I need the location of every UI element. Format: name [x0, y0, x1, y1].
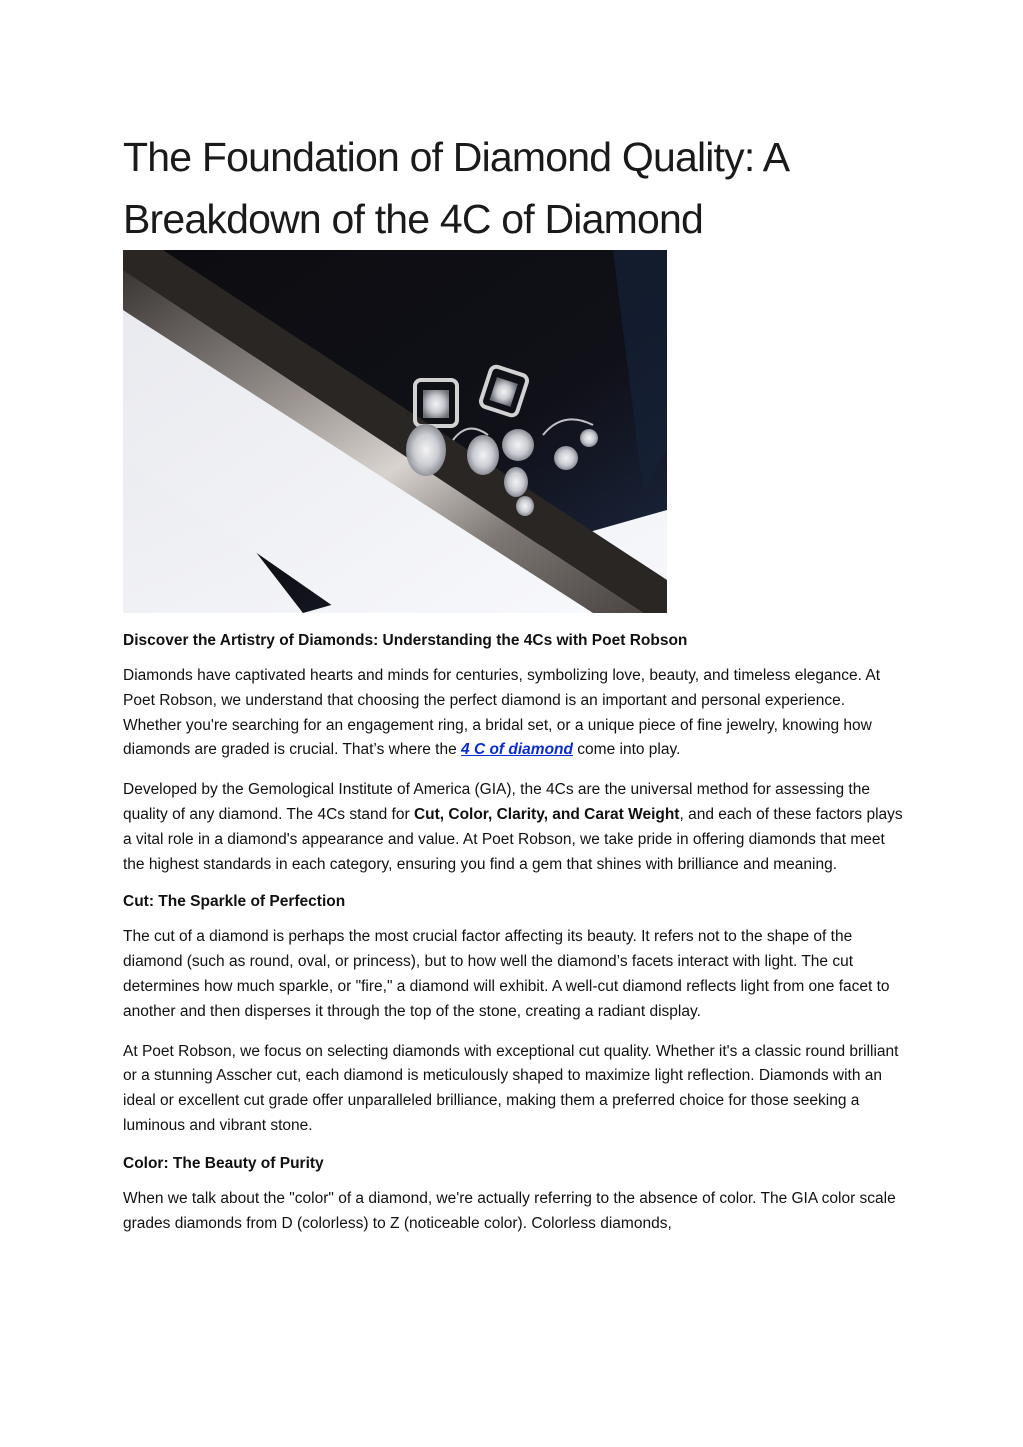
- intro-p1-tail: come into play.: [572, 741, 681, 759]
- cut-paragraph-1: The cut of a diamond is perhaps the most crucial factor affecting its beauty. It refers not to the shape of the diamond (such as round, oval, or princess), but to how well the diamond’s facets interact with light. The cut determines how much sparkle, or "fire," a diamond will exhibit. A well-cut diamond reflects light from one facet to another and then disperses it through the top of the stone, creating a radiant display.: [123, 928, 890, 1020]
- four-cs-bold: Cut, Color, Clarity, and Carat Weight: [413, 805, 680, 823]
- 4c-diamond-link[interactable]: 4 C of diamond: [461, 741, 573, 759]
- cut-heading: Cut: The Sparkle of Perfection: [123, 893, 346, 911]
- intro-p1-text: Diamonds have captivated hearts and minds for centuries, symbolizing love, beauty, and timeless elegance. At Poet Robson, we understand that choosing the perfect diamond is an important and personal experience. Whether you're searching for an engagement ring, a bridal set, or a unique piece of fine jewelry, knowing how diamonds are graded is crucial. That’s where the: [123, 667, 881, 759]
- diamond-earrings-image: [123, 250, 667, 613]
- color-paragraph-1: When we talk about the "color" of a diamond, we're actually referring to the absence of color. The GIA color scale grades diamonds from D (colorless) to Z (noticeable color). Colorless diamonds,: [123, 1189, 896, 1232]
- intro-paragraph-2: [123, 778, 903, 877]
- intro-paragraph-1: [123, 664, 903, 763]
- color-heading: Color: The Beauty of Purity: [123, 1154, 324, 1172]
- intro-heading: Discover the Artistry of Diamonds: Understanding the 4Cs with Poet Robson: [123, 632, 688, 649]
- intro-p2-text: Developed by the Gemological Institute of America (GIA), the 4Cs are the universal method for assessing the quality of any diamond. The 4Cs stand for: [123, 781, 870, 823]
- document-title: The Foundation of Diamond Quality: A Breakdown of the 4C of Diamond: [123, 134, 788, 242]
- intro-p2-tail: , and each of these factors plays a vital role in a diamond's appearance and value. At Poet Robson, we take pride in offering diamonds that meet the highest standards in each category, ensuring you find a gem that shines with brilliance and meaning.: [123, 805, 903, 873]
- document-page: [123, 126, 903, 1236]
- cut-paragraph-2: At Poet Robson, we focus on selecting diamonds with exceptional cut quality. Whether it's a classic round brilliant or a stunning Asscher cut, each diamond is meticulously shaped to maximize light reflection. Diamonds with an ideal or excellent cut grade offer unparalleled brilliance, making them a preferred choice for those seeking a luminous and vibrant stone.: [123, 1042, 899, 1134]
